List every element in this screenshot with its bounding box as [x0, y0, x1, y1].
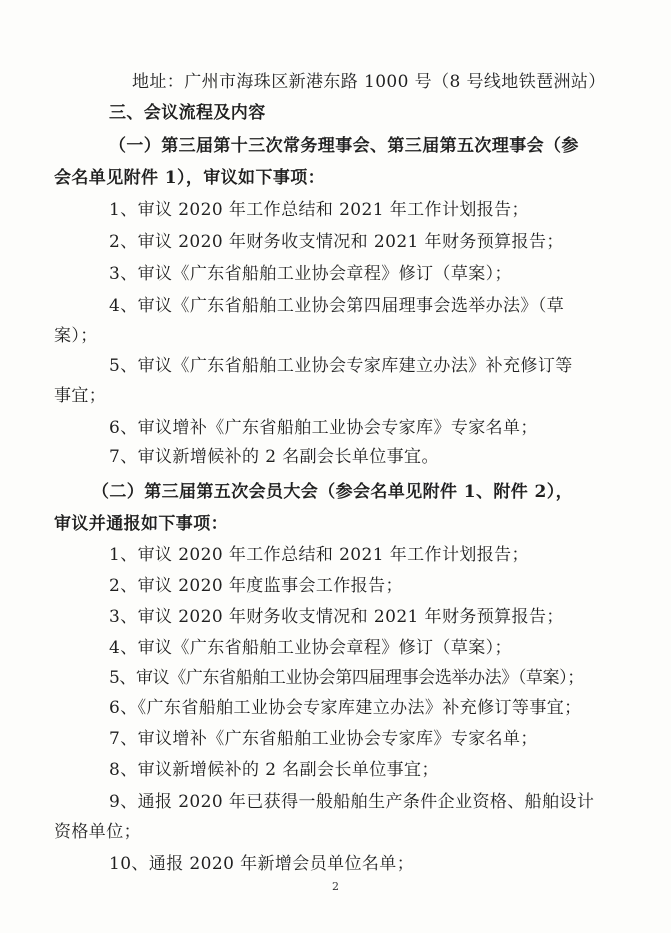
part1-item: 3、审议《广东省船舶工业协会章程》修订（草案）；: [109, 264, 512, 284]
part1-item: 1、审议 2020 年工作总结和 2021 年工作计划报告；: [109, 200, 529, 220]
part2-heading-line1: （二）第三届第五次会员大会（参会名单见附件 1、附件 2），: [92, 482, 573, 502]
part2-item: 5、审议《广东省船舶工业协会第四届理事会选举办法》（草案）；: [109, 668, 584, 688]
part2-item: 10、通报 2020 年新增会员单位名单；: [109, 854, 415, 874]
part2-item-continuation: 资格单位；: [54, 822, 141, 842]
part1-heading-line1: （一）第三届第十三次常务理事会、第三届第五次理事会（参: [109, 136, 579, 156]
part1-item: 7、审议新增候补的 2 名副会长单位事宜。: [109, 447, 439, 467]
part1-item: 2、审议 2020 年财务收支情况和 2021 年财务预算报告；: [109, 232, 564, 252]
part2-item: 7、审议增补《广东省船舶工业协会专家库》专家名单；: [109, 729, 538, 749]
part2-item: 8、审议新增候补的 2 名副会长单位事宜；: [109, 760, 439, 780]
page-number: 2: [332, 880, 339, 893]
part2-item: 4、审议《广东省船舶工业协会章程》修订（草案）；: [109, 638, 512, 658]
part2-item: 6、《广东省船舶工业协会专家库建立办法》补充修订等事宜；: [109, 698, 582, 718]
part2-item: 1、审议 2020 年工作总结和 2021 年工作计划报告；: [109, 545, 529, 565]
part2-item: 2、审议 2020 年度监事会工作报告；: [109, 576, 403, 596]
address-line: 地址：广州市海珠区新港东路 1000 号（8 号线地铁琶洲站）: [132, 72, 606, 92]
section-heading: 三、会议流程及内容: [109, 103, 266, 123]
part1-heading-line2: 会名单见附件 1），审议如下事项：: [54, 168, 326, 188]
part2-heading-line2: 审议并通报如下事项：: [54, 514, 228, 534]
part1-item: 6、审议增补《广东省船舶工业协会专家库》专家名单；: [109, 418, 538, 438]
part1-item: 4、审议《广东省船舶工业协会第四届理事会选举办法》（草: [109, 296, 565, 316]
part1-item-continuation: 案）；: [54, 326, 98, 346]
part1-item: 5、审议《广东省船舶工业协会专家库建立办法》补充修订等: [109, 356, 573, 376]
part1-item-continuation: 事宜；: [54, 386, 107, 406]
part2-item: 9、通报 2020 年已获得一般船舶生产条件企业资格、船舶设计: [109, 792, 595, 812]
part2-item: 3、审议 2020 年财务收支情况和 2021 年财务预算报告；: [109, 607, 564, 627]
